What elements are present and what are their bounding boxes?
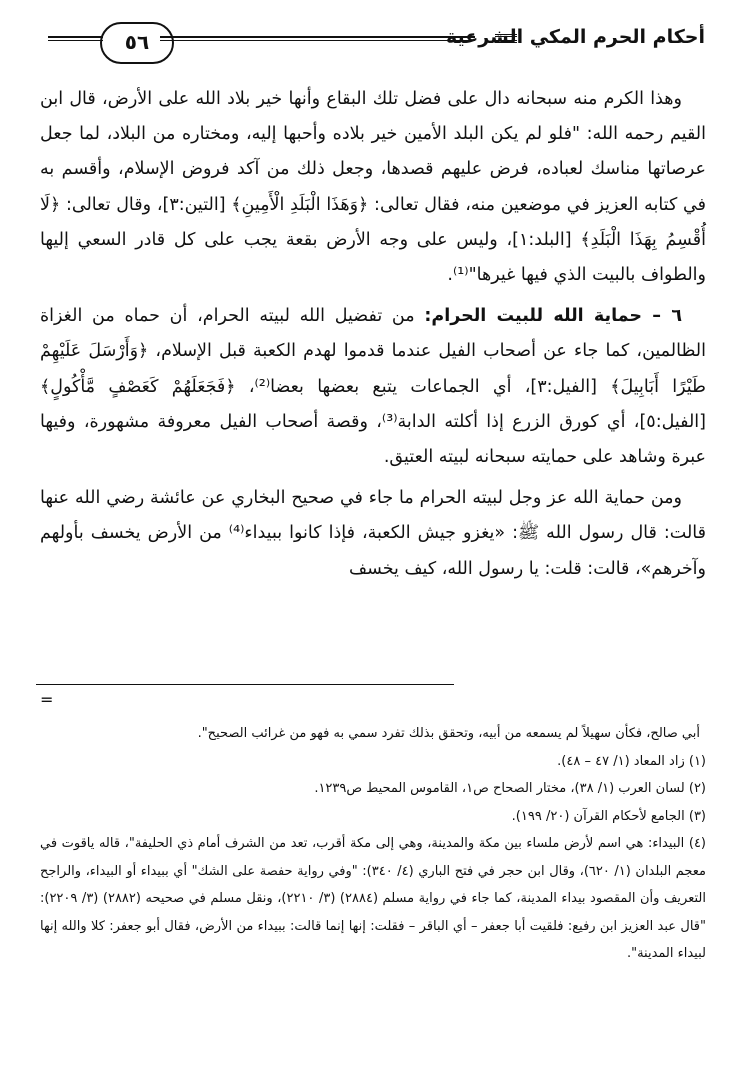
header-double-dash <box>495 34 517 43</box>
header-rule <box>160 36 475 41</box>
section-heading: ٦ – حماية الله للبيت الحرام: <box>424 306 683 327</box>
footnote-3: (٣) الجامع لأحكام القرآن (٢٠/ ١٩٩). <box>511 808 706 824</box>
header-rule-tail <box>48 36 103 41</box>
page-header <box>40 22 705 66</box>
paragraph-3: ومن حماية الله عز وجل لبيته الحرام ما جاء في صحيح البخاري عن عائشة رضي الله عنها قالت: قال رسول الله ﷺ: «يغزو جيش الكعبة، فإذا كانوا ببيداء⁽⁴⁾ من الأرض يخسف بأولهم وآخرهم»، قالت: قلت: يا رسول الله، كيف يخسف <box>40 488 706 579</box>
page-number: ٥٦ <box>100 22 174 64</box>
main-text <box>40 82 706 587</box>
footnote-2: (٢) لسان العرب (١/ ٣٨)، مختار الصحاح ص١، القاموس المحيط ص١٢٣٩. <box>314 781 706 796</box>
footnote-continuation-mark: = <box>40 690 54 709</box>
footnote-4: (٤) البيداء: هي اسم لأرض ملساء بين مكة والمدينة، وهي إلى مكة أقرب، تعد من الشرف أمام ذي الحليفة"، قاله ياقوت في معجم البلدان (١/ ٦٢٠)، وقال ابن حجر في فتح الباري (٤/ ٣٤٠): "وفي رواية حفصة على الشك" أي ببيداء أو البيداء، والراجح التعريف وأن المقصود بيداء المدينة، كما جاء في رواية مسلم (٢٨٨٤) (٣/ ٢٢١٠)، ونقل مسلم في صحيحه (٢٨٨٢) (٣/ ٢٢٠٩): "قال عبد العزيز ابن رفيع: فلقيت أبا جعفر – أي الباقر – فقلت: إنها إنما قالت: ببيداء من الأرض، فقال أبو جعفر: كلا والله إنها لبيداء المدينة". <box>40 836 707 961</box>
footnotes <box>40 720 706 968</box>
paragraph-2 <box>40 299 706 475</box>
footnote-carryover: أبي صالح، فكأن سهيلاً لم يسمعه من أبيه، وتحقق بذلك تفرد سمي به فهو من غرائب الصحيح". <box>197 726 700 741</box>
paragraph-2-text: من تفضيل الله لبيته الحرام، أن حماه من الغزاة الظالمين، كما جاء عن أصحاب الفيل عندما قدموا لهدم الكعبة قبل الإسلام، ﴿وَأَرْسَلَ عَلَيْهِمْ طَيْرًا أَبَابِيلَ﴾ [الفيل:٣]، أي الجماعات يتبع بعضها بعضا⁽²⁾، ﴿فَجَعَلَهُمْ كَعَصْفٍ مَّأْكُولٍ﴾ [الفيل:٥]، أي كورق الزرع إذا أكلته الدابة⁽³⁾، وقصة أصحاب الفيل معروفة مشهورة، وفيها عبرة وشاهد على حمايته سبحانه لبيته العتيق. <box>40 306 706 468</box>
footnote-separator <box>36 684 454 685</box>
paragraph-1: وهذا الكرم منه سبحانه دال على فضل تلك البقاع وأنها خير بلاد الله على الأرض، قال ابن القيم رحمه الله: "فلو لم يكن البلد الأمين خير بلاده وأحبها إليه، ومختاره من البلاد، لما جعل عرصاتها مناسك لعباده، فرض عليهم قصدها، وجعل ذلك من آكد فروض الإسلام، وأقسم به في كتابه العزيز في موضعين منه، فقال تعالى: ﴿وَهَذَا الْبَلَدِ الْأَمِينِ﴾ [التين:٣]، وقال تعالى: ﴿لَا أُقْسِمُ بِهَذَا الْبَلَدِ﴾ [البلد:١]، وليس على وجه الأرض بقعة يجب على كل قادر السعي إليها والطواف بالبيت الذي فيها غيرها"⁽¹⁾. <box>40 89 706 286</box>
running-title: أحكام الحرم المكي الشرعية <box>446 26 705 48</box>
footnote-1: (١) زاد المعاد (١/ ٤٧ – ٤٨). <box>557 753 706 769</box>
